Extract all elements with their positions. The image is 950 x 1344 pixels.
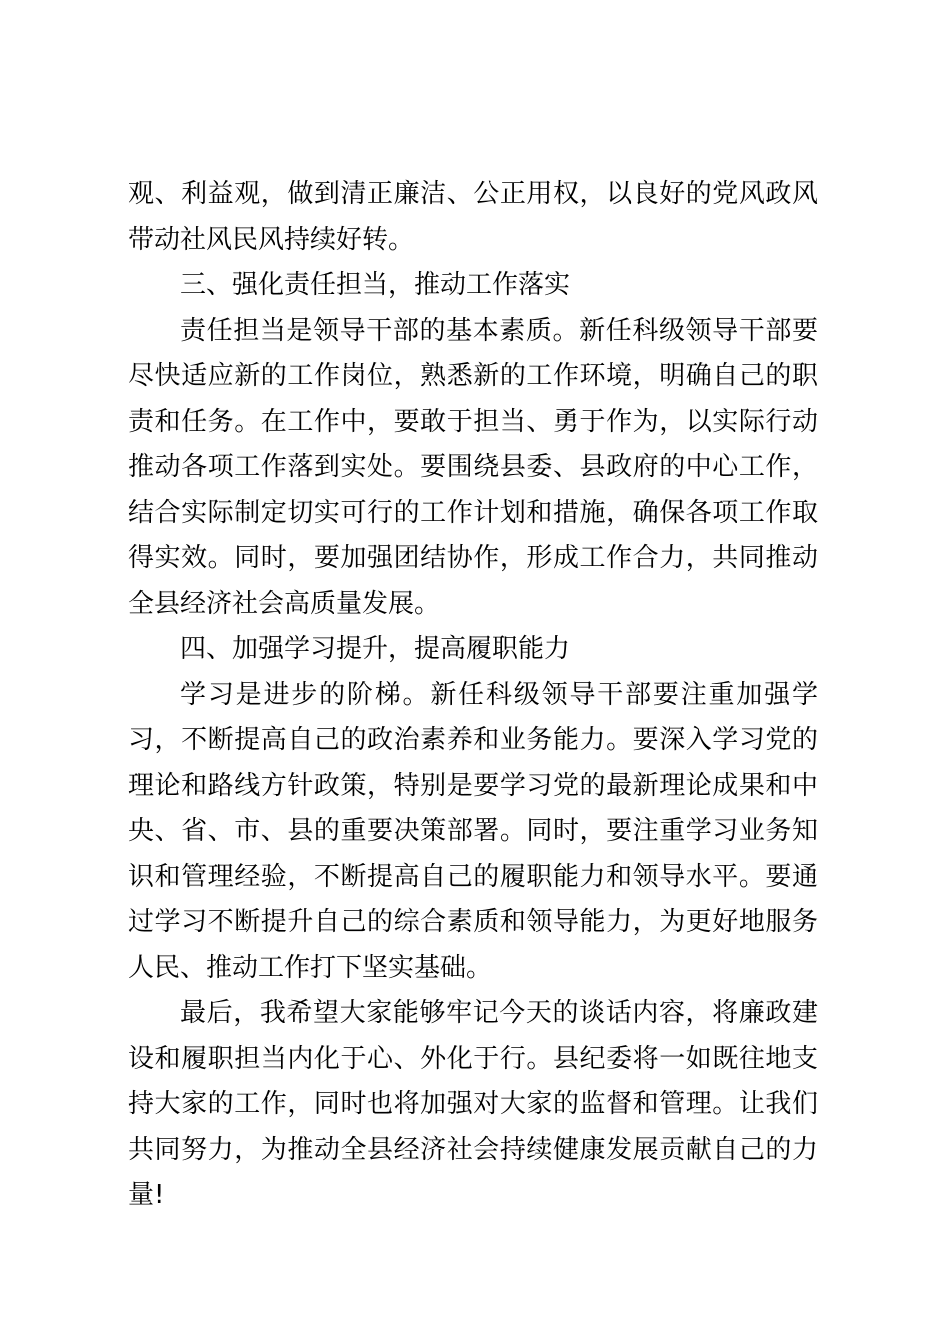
paragraph-continuation: 观、利益观，做到清正廉洁、公正用权，以良好的党风政风带动社风民风持续好转。 [128, 179, 818, 255]
paragraph-learning: 学习是进步的阶梯。新任科级领导干部要注重加强学习，不断提高自己的政治素养和业务能力。要深入学习党的理论和路线方针政策，特别是要学习党的最新理论成果和中央、省、市、县的重要决策部署。同时，要注重学习业务知识和管理经验，不断提高自己的履职能力和领导水平。要通过学习不断提升自己的综合素质和领导能力，为更好地服务人民、推动工作打下坚实基础。 [128, 679, 818, 983]
section-heading-4: 四、加强学习提升，提高履职能力 [180, 634, 571, 664]
document-page [128, 172, 818, 1219]
paragraph-responsibility: 责任担当是领导干部的基本素质。新任科级领导干部要尽快适应新的工作岗位，熟悉新的工作环境，明确自己的职责和任务。在工作中，要敢于担当、勇于作为，以实际行动推动各项工作落到实处。要围绕县委、县政府的中心工作，结合实际制定切实可行的工作计划和措施，确保各项工作取得实效。同时，要加强团结协作，形成工作合力，共同推动全县经济社会高质量发展。 [128, 315, 818, 619]
paragraph-closing: 最后，我希望大家能够牢记今天的谈话内容，将廉政建设和履职担当内化于心、外化于行。县纪委将一如既往地支持大家的工作，同时也将加强对大家的监督和管理。让我们共同努力，为推动全县经济社会持续健康发展贡献自己的力量! [128, 998, 818, 1210]
section-heading-3: 三、强化责任担当，推动工作落实 [180, 270, 571, 300]
